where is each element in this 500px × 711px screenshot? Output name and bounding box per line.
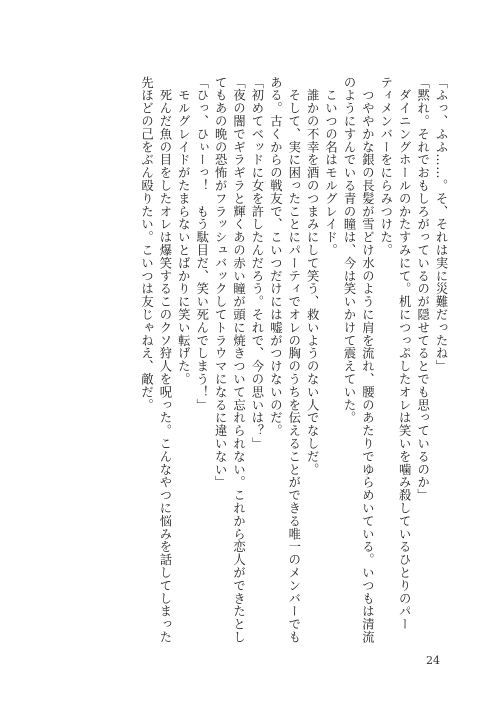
text-line: 死んだ魚の目をしたオレは爆笑するこのクソ狩人を呪った。こんなやつに悩みを話してしまった	[157, 76, 172, 644]
body-text	[40, 76, 450, 646]
text-line: のようにすんでいる青の瞳は、今は笑いかけて震えていた。	[341, 76, 356, 425]
text-line: ある。古くからの戦友で、こいつだけには嘘がつけないのだ。	[268, 76, 283, 438]
page-number: 24	[426, 654, 440, 667]
text-line: 「ひっ、ひぃーっ！ もう駄目だ、笑い死んでしまう！」	[194, 76, 209, 412]
text-line: ティメンバーをにらみつけた。	[378, 76, 393, 257]
text-line: モルグレイドがたまらないとばかりに笑い転げた。	[176, 76, 191, 386]
text-line: ダイニングホールのかたすみにて。机につっぷしたオレは笑いを噛み殺しているひとりのパー	[397, 76, 412, 631]
text-line: 先ほどの己をぶん殴りたい。こいつは友じゃねえ、敵だ。	[139, 76, 154, 412]
text-line: 「夜の闇でギラギラと輝くあの赤い瞳が頭に焼きついて忘れられない。これから恋人ができたとし	[231, 76, 246, 644]
text-line: そして、実に困ったことにパーティでオレの胸のうちを伝えることができる唯一のメンバーでも	[286, 76, 301, 644]
text-line: てもあの晩の恐怖がフラッシュバックしてトラウマになるに違いない」	[213, 76, 228, 489]
text-line: 「初めてベッドに女を許したんだろう。それで、今の思いは？」	[249, 76, 264, 451]
text-line: 「黙れ。それでおもしろがっているのが隠せてるとでも思っているのか」	[415, 76, 430, 502]
text-line: 「ふっ、ふふ……。そ、それは実に災難だったね」	[434, 76, 448, 373]
text-line: 誰かの不幸を酒のつまみにして笑う、救いようのない人でなしだ。	[305, 76, 320, 476]
text-line: つややかな銀の長髪が雪どけ水のように肩を流れ、腰のあたりでゆらめいている。いつもは清流	[360, 76, 375, 644]
text-line: こいつの名はモルグレイド。	[323, 76, 338, 257]
